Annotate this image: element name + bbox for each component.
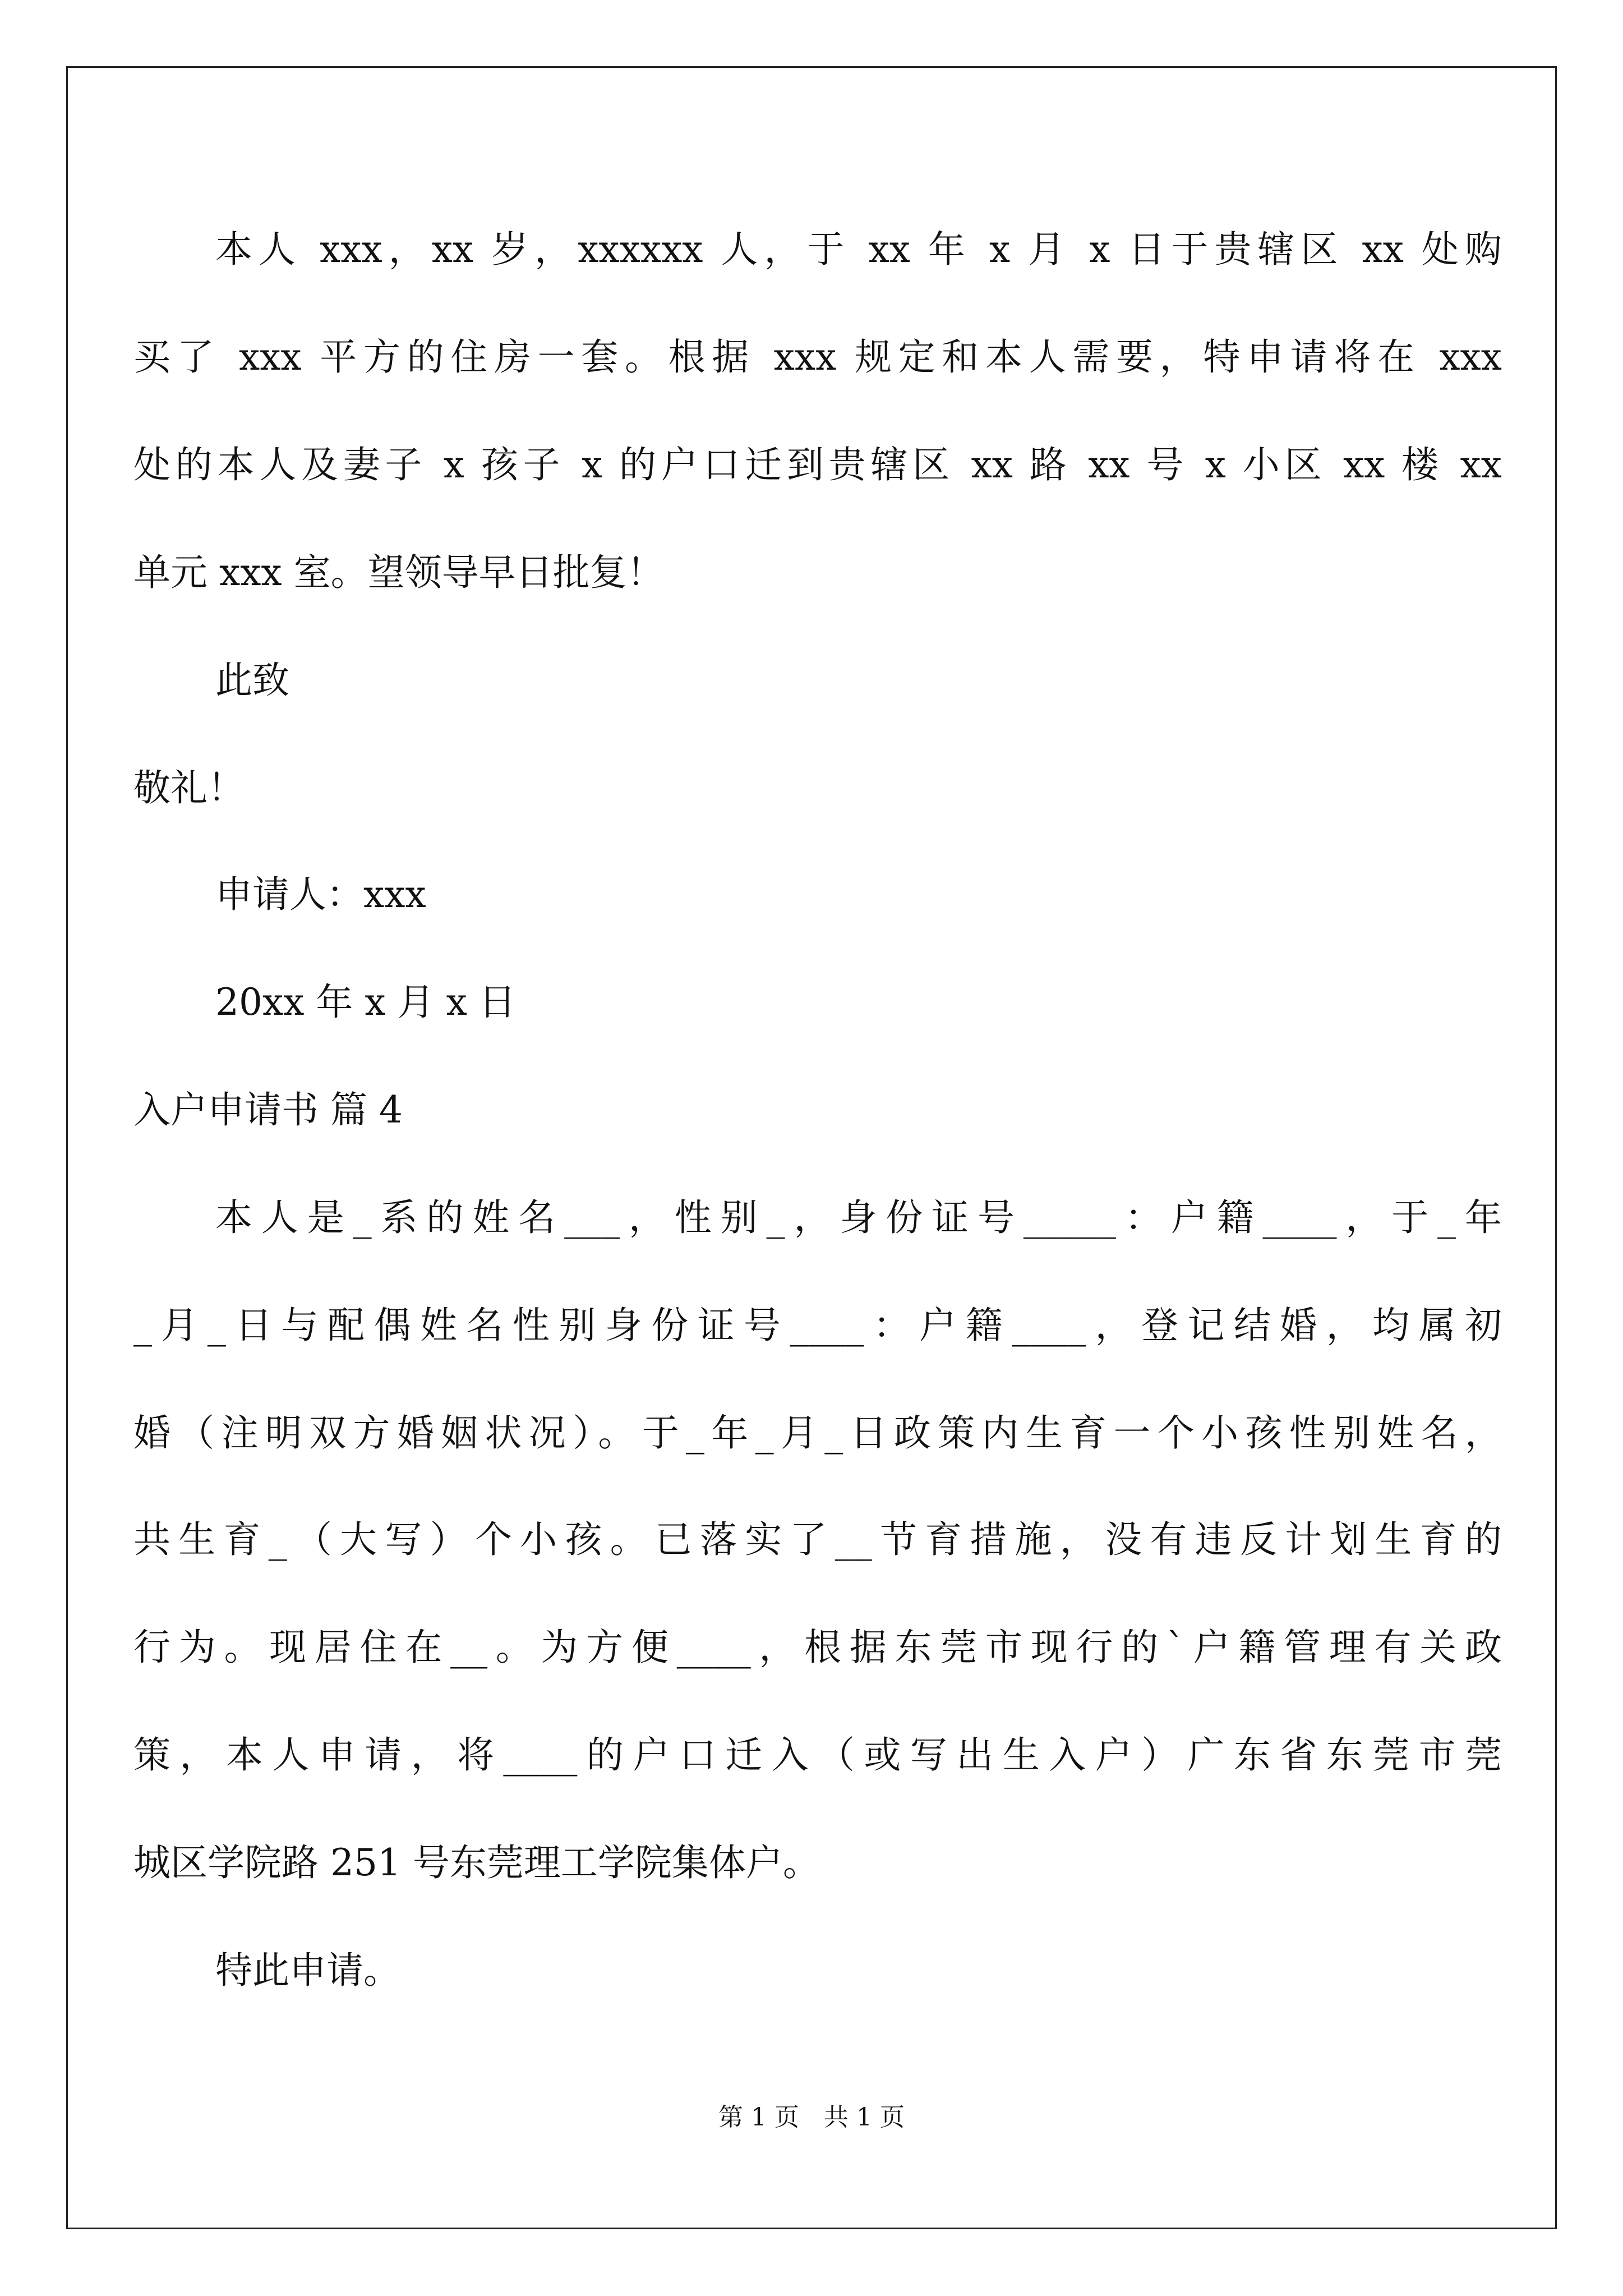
paragraph-line: 买了 xxx 平方的住房一套。根据 xxx 规定和本人需要，特申请将在 xxx [133,335,1502,379]
paragraph-line: 策，本人申请，将____的户口迁入（或写出生入户）广东省东莞市莞 [133,1733,1502,1777]
paragraph-line: 单元 xxx 室。望领导早日批复！ [133,551,664,594]
signature-date: 20xx 年 x 月 x 日 [215,981,516,1024]
closing-respect: 敬礼！ [133,766,245,809]
paragraph-line: 行为。现居住在__。为方便____，根据东莞市现行的`户籍管理有关政 [133,1626,1502,1669]
paragraph-line: 本人是_系的姓名___，性别_，身份证号_____：户籍____，于_年 [215,1196,1502,1239]
paragraph-line: 共生育_（大写）个小孩。已落实了__节育措施，没有违反计划生育的 [133,1518,1502,1561]
document-body [133,107,1502,2014]
page-number-footer: 第 1 页 共 1 页 [718,2103,905,2132]
paragraph-line: 城区学院路 251 号东莞理工学院集体户。 [133,1841,820,1884]
paragraph-line: 本人 xxx，xx 岁，xxxxxx 人，于 xx 年 x 月 x 日于贵辖区 xx 处购 [215,228,1502,271]
closing-salutation: 此致 [215,659,289,702]
section-heading: 入户申请书 篇 4 [133,1088,403,1131]
closing-line: 特此申请。 [215,1949,400,1992]
paragraph-line: _月_日与配偶姓名性别身份证号____：户籍____，登记结婚，均属初 [133,1304,1502,1347]
paragraph-line: 婚（注明双方婚姻状况）。于_年_月_日政策内生育一个小孩性别姓名， [133,1411,1502,1455]
paragraph-line: 处的本人及妻子 x 孩子 x 的户口迁到贵辖区 xx 路 xx 号 x 小区 xx 楼 xx [133,443,1502,486]
applicant-signature: 申请人：xxx [215,873,426,916]
